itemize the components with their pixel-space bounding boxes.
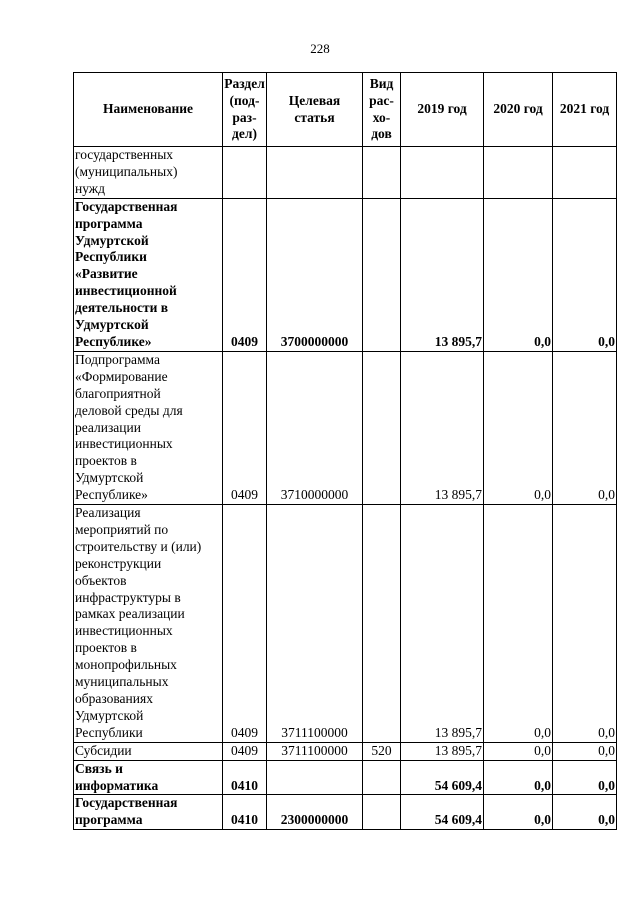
row-2019-cell bbox=[401, 147, 484, 199]
table-row bbox=[74, 742, 617, 760]
row-2021-cell: 0,0 bbox=[553, 198, 617, 351]
row-2020-cell: 0,0 bbox=[484, 505, 553, 743]
table-row bbox=[74, 351, 617, 504]
header-section: Раздел (под- раз- дел) bbox=[223, 73, 267, 147]
row-section-cell: 0410 bbox=[223, 795, 267, 830]
table-row bbox=[74, 147, 617, 199]
header-2019: 2019 год bbox=[401, 73, 484, 147]
row-target-cell bbox=[267, 760, 363, 795]
row-2020-cell: 0,0 bbox=[484, 198, 553, 351]
row-type-cell: 520 bbox=[363, 742, 401, 760]
row-2019-cell: 13 895,7 bbox=[401, 742, 484, 760]
table-row bbox=[74, 795, 617, 830]
row-section-cell: 0410 bbox=[223, 760, 267, 795]
table-row bbox=[74, 505, 617, 743]
row-2019-cell: 13 895,7 bbox=[401, 505, 484, 743]
row-2019-cell: 54 609,4 bbox=[401, 795, 484, 830]
header-expense-type: Вид рас- хо- дов bbox=[363, 73, 401, 147]
row-target-cell bbox=[267, 147, 363, 199]
row-name-cell: Реализация мероприятий по строительству и (или) реконструкции объектов инфраструктуры в рамках реализации инвестиционных проектов в монопрофильных муниципальных образованиях Удмуртской Республики bbox=[74, 505, 223, 743]
row-name-cell: Государственная программа bbox=[74, 795, 223, 830]
page-number: 228 bbox=[310, 41, 330, 56]
row-section-cell: 0409 bbox=[223, 742, 267, 760]
row-2020-cell: 0,0 bbox=[484, 742, 553, 760]
row-2020-cell: 0,0 bbox=[484, 795, 553, 830]
row-section-cell: 0409 bbox=[223, 351, 267, 504]
row-name-cell: Государственная программа Удмуртской Республики «Развитие инвестиционной деятельности в Удмуртской Республике» bbox=[74, 198, 223, 351]
row-2019-cell: 13 895,7 bbox=[401, 351, 484, 504]
row-target-cell: 2300000000 bbox=[267, 795, 363, 830]
row-name-cell: Субсидии bbox=[74, 742, 223, 760]
table-row bbox=[74, 198, 617, 351]
row-2021-cell: 0,0 bbox=[553, 742, 617, 760]
table-header-row bbox=[74, 73, 617, 147]
row-type-cell bbox=[363, 147, 401, 199]
row-target-cell: 3710000000 bbox=[267, 351, 363, 504]
row-type-cell bbox=[363, 505, 401, 743]
row-2020-cell bbox=[484, 147, 553, 199]
row-type-cell bbox=[363, 795, 401, 830]
row-section-cell: 0409 bbox=[223, 198, 267, 351]
row-section-cell bbox=[223, 147, 267, 199]
row-target-cell: 3711100000 bbox=[267, 505, 363, 743]
row-section-cell: 0409 bbox=[223, 505, 267, 743]
row-2021-cell: 0,0 bbox=[553, 505, 617, 743]
row-2020-cell: 0,0 bbox=[484, 351, 553, 504]
budget-table bbox=[73, 72, 617, 830]
row-2021-cell: 0,0 bbox=[553, 351, 617, 504]
row-target-cell: 3711100000 bbox=[267, 742, 363, 760]
row-2019-cell: 54 609,4 bbox=[401, 760, 484, 795]
header-name: Наименование bbox=[74, 73, 223, 147]
row-target-cell: 3700000000 bbox=[267, 198, 363, 351]
row-type-cell bbox=[363, 351, 401, 504]
table-row bbox=[74, 760, 617, 795]
row-type-cell bbox=[363, 198, 401, 351]
row-2021-cell: 0,0 bbox=[553, 795, 617, 830]
header-target-article: Целевая статья bbox=[267, 73, 363, 147]
row-2019-cell: 13 895,7 bbox=[401, 198, 484, 351]
row-2020-cell: 0,0 bbox=[484, 760, 553, 795]
row-name-cell: Подпрограмма «Формирование благоприятной деловой среды для реализации инвестиционных проектов в Удмуртской Республике» bbox=[74, 351, 223, 504]
row-2021-cell: 0,0 bbox=[553, 760, 617, 795]
row-name-cell: Связь и информатика bbox=[74, 760, 223, 795]
header-2021: 2021 год bbox=[553, 73, 617, 147]
header-2020: 2020 год bbox=[484, 73, 553, 147]
row-2021-cell bbox=[553, 147, 617, 199]
row-type-cell bbox=[363, 760, 401, 795]
row-name-cell: государственных (муниципальных) нужд bbox=[74, 147, 223, 199]
